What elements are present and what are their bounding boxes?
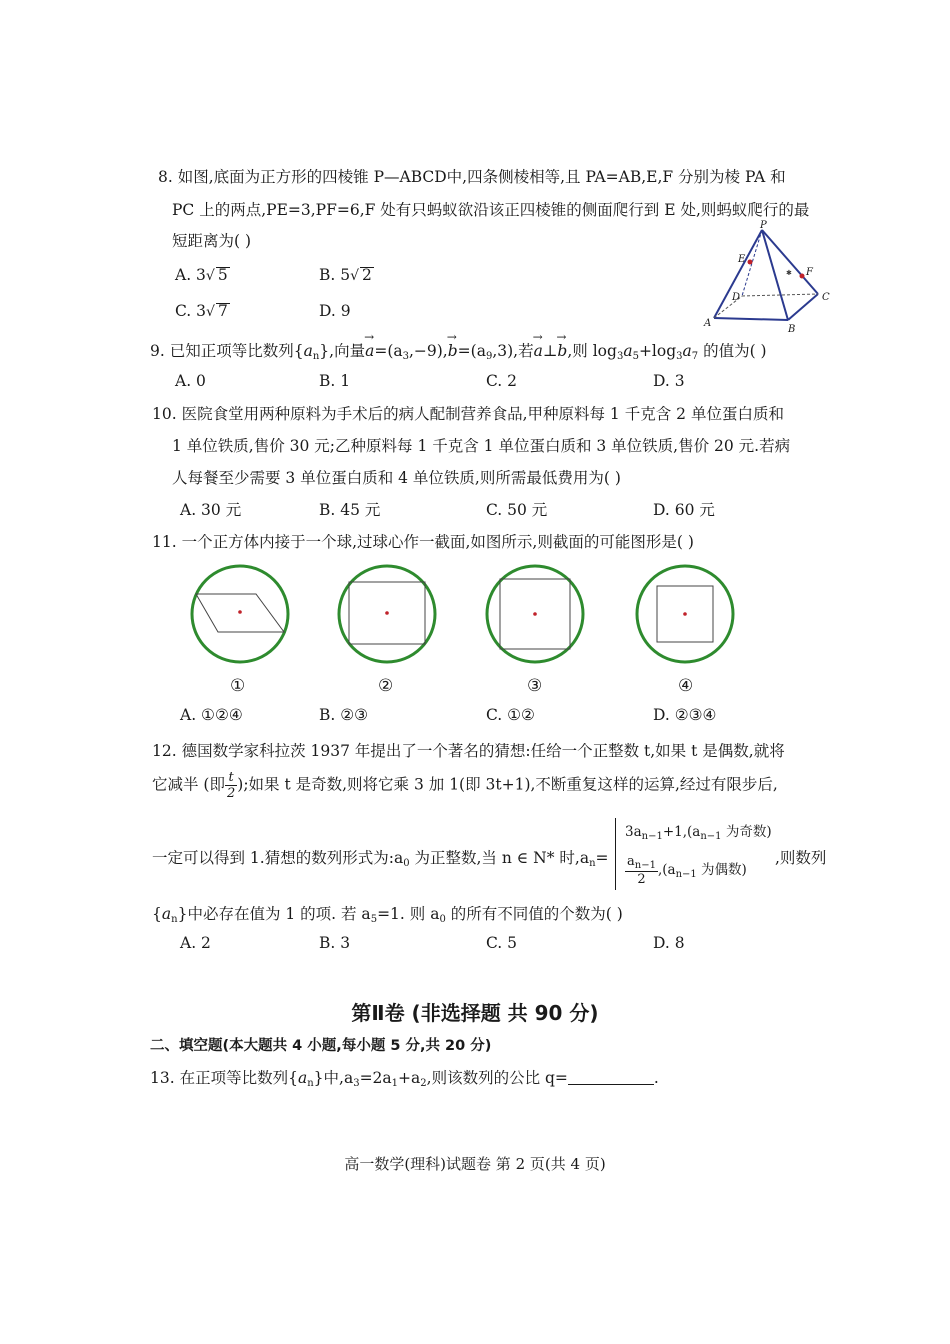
q12-option-c[interactable]: C. 5	[486, 934, 518, 952]
piecewise-case-1: $3a_{n-1}+1,(a_{n-1}$ 为奇数)	[625, 824, 772, 842]
edge-pa	[714, 230, 762, 318]
q8-line2: PC 上的两点,PE=3,PF=6,F 处有只蚂蚁欲沿该正四棱锥的侧面爬行到 E 处,则蚂蚁爬行的最	[172, 201, 810, 219]
q12-option-a[interactable]: A. 2	[180, 934, 211, 952]
q9-option-a[interactable]: A. 0	[175, 372, 206, 390]
label-p: P	[760, 220, 767, 231]
label-a: A	[704, 318, 712, 329]
label-f: F	[806, 267, 813, 278]
figure-label-4: ④	[678, 676, 694, 696]
q12-line3: 一定可以得到 1.猜想的数列形式为$:a_0$ 为正整数,当 n ∈ N* 时$,a_n=$	[152, 849, 609, 869]
q9-stem: 9. 已知正项等比数列$\{a_n\}$,向量→ $a=(a_3,-9),\to b=(a_9,3)$,若→ a⊥→ b,则 $\log_3a_5+\log_3a_7$ 的值为( )	[150, 339, 767, 362]
piecewise-brace	[615, 818, 616, 890]
q10-line2: 1 单位铁质,售价 30 元;乙种原料每 1 千克含 1 单位蛋白质和 3 单位铁质,售价 20 元.若病	[172, 437, 791, 455]
q10-option-c[interactable]: C. 50 元	[486, 501, 548, 519]
section-heading-fill-in: 二、填空题(本大题共 4 小题,每小题 5 分,共 20 分)	[150, 1038, 492, 1054]
q8-line3: 短距离为( )	[172, 232, 252, 250]
q10-line3: 人每餐至少需要 3 单位蛋白质和 4 单位铁质,则所需最低费用为( )	[172, 469, 621, 487]
label-b: B	[788, 324, 796, 335]
q11-option-a[interactable]: A. ①②④	[180, 706, 243, 724]
q8-option-b[interactable]: B. 5√ 2	[319, 266, 372, 284]
edge-bc	[788, 294, 818, 320]
q13-stem: 13. 在正项等比数列$\{a_n\}$中$,a_3=2a_1+a_2$,则该数列的公比 q= .	[150, 1069, 659, 1089]
point-e	[748, 260, 753, 265]
center-dot-2	[385, 611, 389, 615]
label-c: C	[822, 292, 830, 303]
figure-label-1: ①	[230, 676, 246, 696]
q10-option-b[interactable]: B. 45 元	[319, 501, 381, 519]
label-e: E	[738, 254, 746, 265]
q13-answer-blank[interactable]	[568, 1070, 654, 1085]
q9-option-d[interactable]: D. 3	[653, 372, 685, 390]
q12-option-d[interactable]: D. 8	[653, 934, 685, 952]
q9-option-b[interactable]: B. 1	[319, 372, 351, 390]
q8-line1: 8. 如图,底面为正方形的四棱锥 P—ABCD中,四条侧棱相等,且 PA=AB,E,F 分别为棱 PA 和	[158, 168, 786, 186]
piecewise-case-2: $\frac{a_{n-1}}{2}$ $,(a_{n-1}$ 为偶数)	[627, 854, 747, 887]
center-dot-3	[533, 612, 537, 616]
figure-label-2: ②	[378, 676, 394, 696]
page-footer: 高一数学(理科)试题卷 第 2 页(共 4 页)	[344, 1155, 606, 1173]
q8-option-c[interactable]: C. 3√ 7	[175, 302, 228, 320]
q11-option-c[interactable]: C. ①②	[486, 706, 535, 724]
section-figure-4	[633, 562, 737, 666]
point-f	[800, 274, 805, 279]
q12-line1: 12. 德国数学家科拉茨 1937 年提出了一个著名的猜想:任给一个正整数 t,如果 t 是偶数,就将	[152, 742, 785, 760]
q10-option-a[interactable]: A. 30 元	[180, 501, 242, 519]
section-figure-3	[483, 562, 587, 666]
q12-line4: $\{a_n\}$中必存在值为 1 的项. 若 $a_5=1$. 则 $a_0$ 的所有不同值的个数为( )	[152, 905, 623, 925]
q10-line1: 10. 医院食堂用两种原料为手术后的病人配制营养食品,甲种原料每 1 千克含 2 单位蛋白质和	[152, 405, 784, 423]
q8-option-a[interactable]: A. 3√ 5	[175, 266, 228, 284]
label-d: D	[732, 292, 741, 303]
edge-ab	[714, 318, 788, 320]
figure-label-3: ③	[527, 676, 543, 696]
section-figure-2	[335, 562, 439, 666]
ant-icon: ✱	[786, 269, 792, 277]
center-dot-1	[238, 610, 242, 614]
q11-line1: 11. 一个正方体内接于一个球,过球心作一截面,如图所示,则截面的可能图形是( )	[152, 533, 694, 551]
center-dot-4	[683, 612, 687, 616]
pyramid-figure	[700, 218, 840, 338]
sphere-circle-1	[192, 566, 288, 662]
q11-option-d[interactable]: D. ②③④	[653, 706, 717, 724]
q8-option-d[interactable]: D. 9	[319, 302, 351, 320]
q11-option-b[interactable]: B. ②③	[319, 706, 369, 724]
q10-option-d[interactable]: D. 60 元	[653, 501, 715, 519]
section-figure-1	[188, 562, 292, 666]
q12-line3-tail: ,则数列	[775, 849, 827, 867]
q12-option-b[interactable]: B. 3	[319, 934, 351, 952]
q12-line2: 它减半 (即 $\frac{t}{2}$ );如果 t 是奇数,则将它乘 3 加 1(即 3t+1),不断重复这样的运算,经过有限步后,	[152, 770, 778, 801]
part2-title: 第Ⅱ卷 (非选择题 共 90 分)	[351, 1001, 599, 1025]
q9-option-c[interactable]: C. 2	[486, 372, 518, 390]
